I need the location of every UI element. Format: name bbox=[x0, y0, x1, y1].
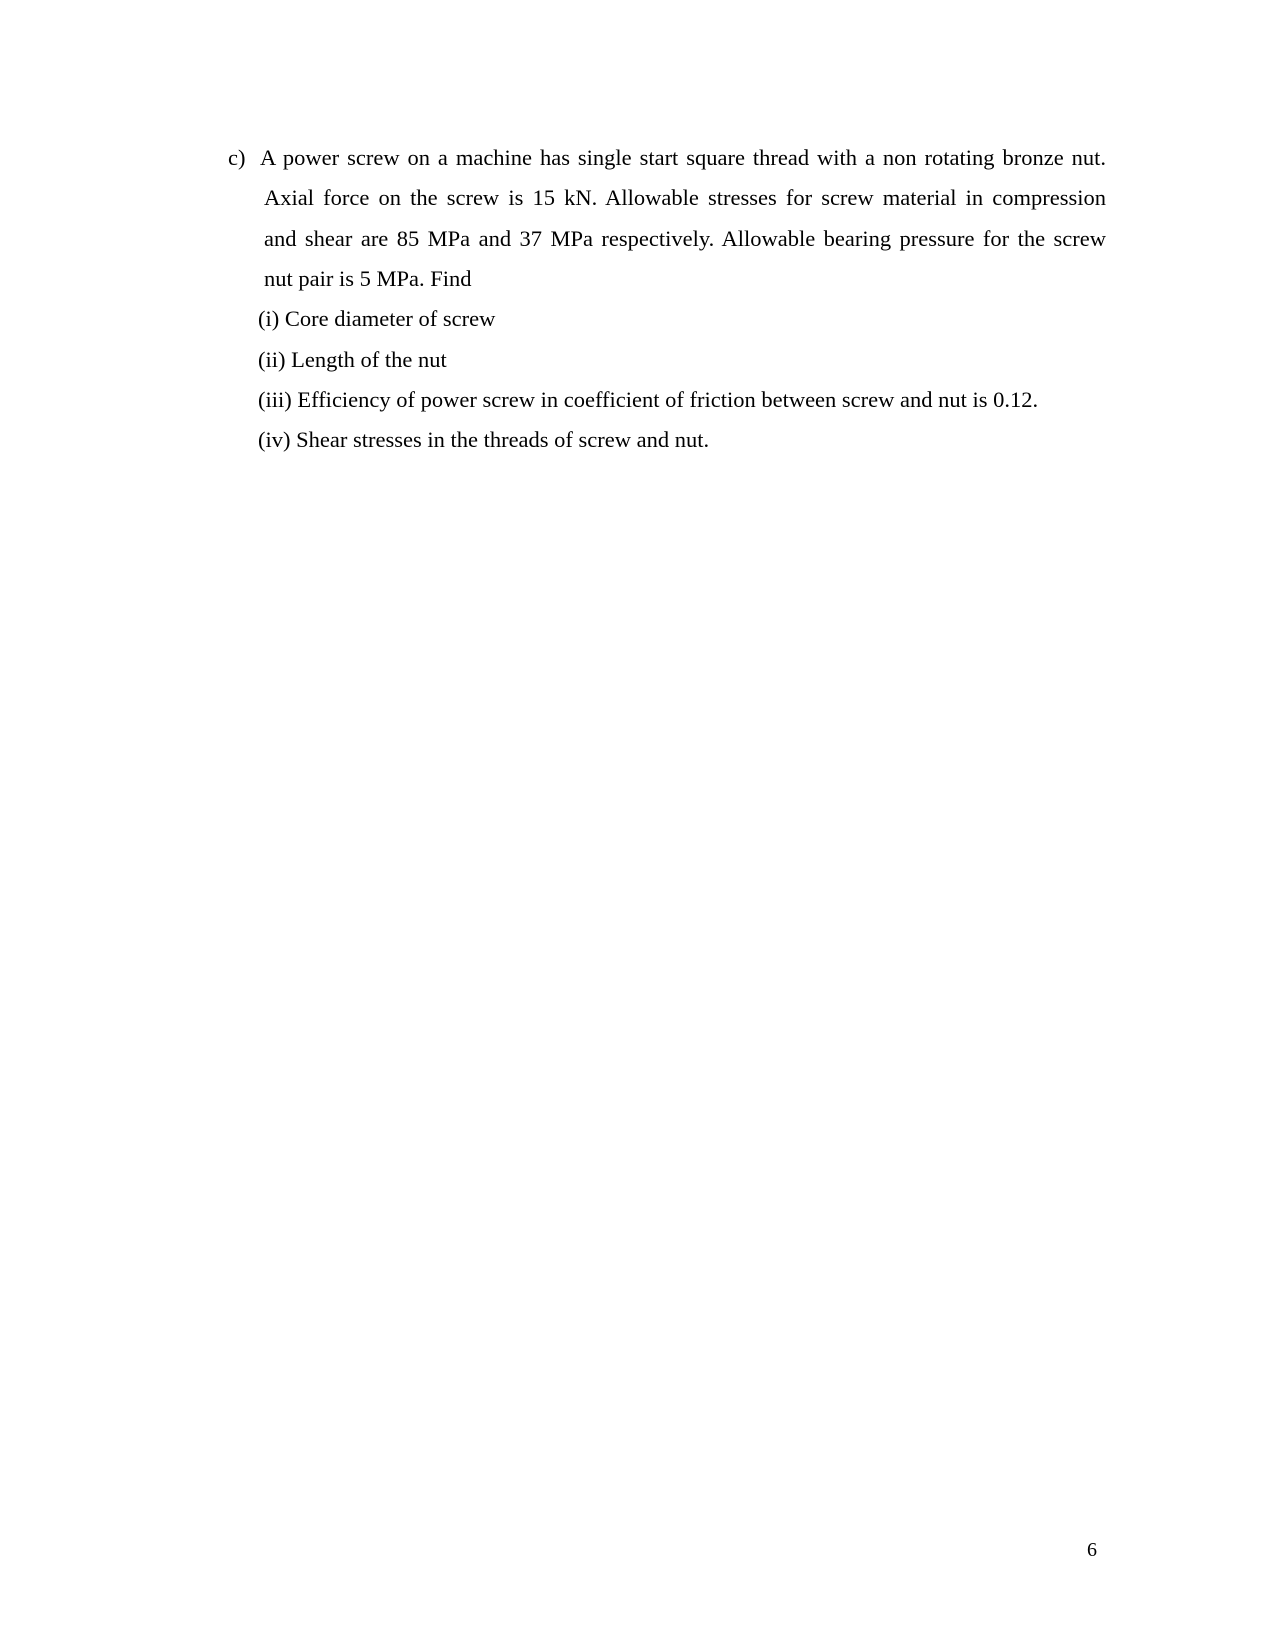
question-line-3: and shear are 85 MPa and 37 MPa respectively. Allowable bearing pressure for the screw bbox=[264, 225, 1106, 251]
sub-question-iii: (iii) Efficiency of power screw in coefficient of friction between screw and nut is 0.12. bbox=[258, 386, 1039, 412]
sub-question-i: (i) Core diameter of screw bbox=[258, 306, 496, 332]
sub-question-iv: (iv) Shear stresses in the threads of screw and nut. bbox=[258, 427, 710, 453]
question-line-1: A power screw on a machine has single start square thread with a non rotating bronze nut. bbox=[260, 145, 1106, 170]
question-c bbox=[228, 138, 1106, 468]
question-line-2: Axial force on the screw is 15 kN. Allowable stresses for screw material in compression bbox=[264, 185, 1106, 211]
question-marker: c) bbox=[228, 145, 246, 170]
sub-question-ii: (ii) Length of the nut bbox=[258, 346, 447, 372]
page-number: 6 bbox=[1087, 1539, 1097, 1561]
question-first-line bbox=[228, 138, 1106, 178]
question-line-4: nut pair is 5 MPa. Find bbox=[264, 265, 472, 291]
